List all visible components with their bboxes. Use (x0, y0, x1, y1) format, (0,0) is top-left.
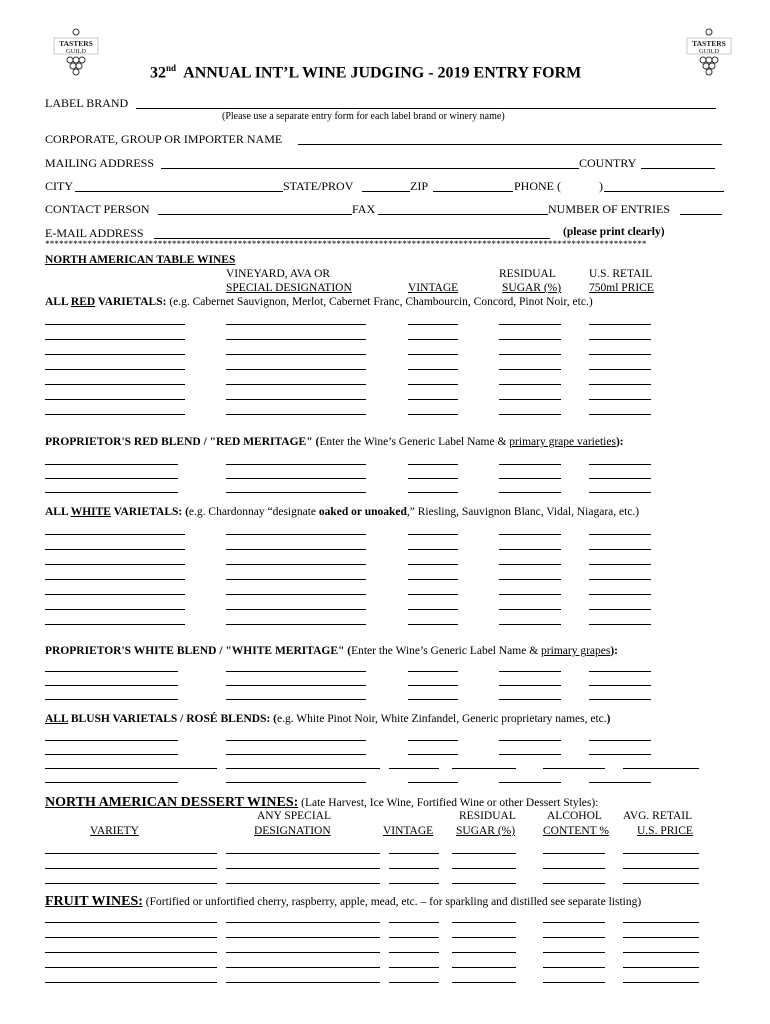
red-row-6-field-1[interactable] (45, 399, 185, 400)
red-row-4-field-2[interactable] (226, 369, 366, 370)
blush-last-row-1-field-3[interactable] (408, 782, 458, 783)
dessert-row-1-field-4[interactable] (452, 853, 516, 854)
blush-row-1-field-4[interactable] (499, 740, 561, 741)
red-blend-row-1-field-1[interactable] (45, 464, 178, 465)
dessert-col-vintage: VINTAGE (383, 825, 434, 837)
red-blend-row-2-field-4[interactable] (499, 478, 561, 479)
col-residual-1: RESIDUAL (499, 268, 556, 280)
fruit-row-3-field-5[interactable] (543, 952, 605, 953)
blush-row-2-field-4[interactable] (499, 754, 561, 755)
tasters-guild-logo-right (683, 26, 735, 78)
fax-field[interactable] (378, 214, 548, 215)
white-row-3-field-5[interactable] (589, 564, 651, 565)
blush-last-row-1-field-5[interactable] (589, 782, 651, 783)
fruit-row-1-field-2[interactable] (226, 922, 380, 923)
white-row-7-field-1[interactable] (45, 624, 185, 625)
red-blend-row-2-field-2[interactable] (226, 478, 366, 479)
red-blend-row-3-field-3[interactable] (408, 492, 458, 493)
fruit-row-3-field-1[interactable] (45, 952, 217, 953)
dessert-row-2-field-5[interactable] (543, 868, 605, 869)
dessert-row-3-field-5[interactable] (543, 883, 605, 884)
blush-extra-row-1-field-6[interactable] (623, 768, 699, 769)
phone-label: PHONE ( (514, 179, 561, 193)
red-row-6-field-5[interactable] (589, 399, 651, 400)
red-blend-row-2-field-1[interactable] (45, 478, 178, 479)
white-row-2-field-2[interactable] (226, 549, 366, 550)
fruit-row-4-field-1[interactable] (45, 967, 217, 968)
fruit-row-3-field-6[interactable] (623, 952, 699, 953)
fruit-row-3-field-3[interactable] (389, 952, 439, 953)
white-row-4-field-2[interactable] (226, 579, 366, 580)
country-label: COUNTRY (579, 156, 637, 170)
red-row-2-field-1[interactable] (45, 339, 185, 340)
col-price-2: 750ml PRICE (589, 282, 654, 294)
fruit-row-5-field-6[interactable] (623, 982, 699, 983)
fruit-row-4-field-5[interactable] (543, 967, 605, 968)
red-row-1-field-3[interactable] (408, 324, 458, 325)
red-row-4-field-1[interactable] (45, 369, 185, 370)
fruit-row-2-field-6[interactable] (623, 937, 699, 938)
white-blend-row-2-field-1[interactable] (45, 685, 178, 686)
fruit-row-4-field-4[interactable] (452, 967, 516, 968)
dessert-row-3-field-1[interactable] (45, 883, 217, 884)
fruit-row-1-field-5[interactable] (543, 922, 605, 923)
white-row-1-field-3[interactable] (408, 534, 458, 535)
svg-text:TASTERS: TASTERS (692, 39, 726, 48)
dessert-col-price-2: U.S. PRICE (637, 825, 693, 837)
grape-cluster-icon (683, 26, 735, 78)
grape-cluster-icon (50, 26, 102, 78)
dessert-row-2-field-1[interactable] (45, 868, 217, 869)
city-label: CITY (45, 179, 73, 193)
red-row-6-field-4[interactable] (499, 399, 561, 400)
fax-label: FAX (352, 202, 376, 216)
red-row-3-field-3[interactable] (408, 354, 458, 355)
blush-row-2-field-5[interactable] (589, 754, 651, 755)
fruit-row-4-field-2[interactable] (226, 967, 380, 968)
blush-row-1-field-5[interactable] (589, 740, 651, 741)
col-vineyard-1: VINEYARD, AVA OR (226, 268, 331, 280)
white-row-5-field-5[interactable] (589, 594, 651, 595)
white-row-2-field-5[interactable] (589, 549, 651, 550)
dessert-row-3-field-3[interactable] (389, 883, 439, 884)
number-of-entries-label: NUMBER OF ENTRIES (548, 202, 671, 216)
dessert-row-2-field-4[interactable] (452, 868, 516, 869)
zip-field[interactable] (433, 191, 513, 192)
fruit-row-4-field-3[interactable] (389, 967, 439, 968)
dessert-col-alcohol-2: CONTENT % (543, 825, 609, 837)
white-row-6-field-4[interactable] (499, 609, 561, 610)
white-blend-row-1-field-3[interactable] (408, 671, 458, 672)
red-row-5-field-1[interactable] (45, 384, 185, 385)
white-row-3-field-4[interactable] (499, 564, 561, 565)
white-row-2-field-4[interactable] (499, 549, 561, 550)
blush-row-1-field-1[interactable] (45, 740, 178, 741)
fruit-row-5-field-2[interactable] (226, 982, 380, 983)
red-row-1-field-1[interactable] (45, 324, 185, 325)
blush-extra-row-1-field-1[interactable] (45, 768, 217, 769)
red-blend-row-1-field-5[interactable] (589, 464, 651, 465)
blush-row-1-field-3[interactable] (408, 740, 458, 741)
fruit-row-5-field-1[interactable] (45, 982, 217, 983)
red-row-2-field-3[interactable] (408, 339, 458, 340)
white-row-4-field-1[interactable] (45, 579, 185, 580)
blush-row-1-field-2[interactable] (226, 740, 366, 741)
dessert-row-1-field-5[interactable] (543, 853, 605, 854)
form-title: 32nd ANNUAL INT’L WINE JUDGING - 2019 ENTRY FORM (150, 63, 582, 82)
white-blend-row-3-field-4[interactable] (499, 699, 561, 700)
red-row-7-field-4[interactable] (499, 414, 561, 415)
white-blend-row-1-field-1[interactable] (45, 671, 178, 672)
red-row-3-field-5[interactable] (589, 354, 651, 355)
white-blend-row-3-field-5[interactable] (589, 699, 651, 700)
fruit-row-5-field-4[interactable] (452, 982, 516, 983)
blush-row-2-field-1[interactable] (45, 754, 178, 755)
white-row-7-field-3[interactable] (408, 624, 458, 625)
dessert-row-1-field-6[interactable] (623, 853, 699, 854)
fruit-row-1-field-3[interactable] (389, 922, 439, 923)
white-blend-row-3-field-3[interactable] (408, 699, 458, 700)
red-row-1-field-4[interactable] (499, 324, 561, 325)
label-brand-note: (Please use a separate entry form for each label brand or winery name) (222, 111, 505, 122)
white-row-2-field-1[interactable] (45, 549, 185, 550)
red-row-6-field-3[interactable] (408, 399, 458, 400)
blush-heading: ALL BLUSH VARIETALS / ROSÉ BLENDS: (e.g. White Pinot Noir, White Zinfandel, Generic proprietary names, etc.) (45, 713, 611, 725)
white-row-7-field-4[interactable] (499, 624, 561, 625)
white-blend-row-1-field-5[interactable] (589, 671, 651, 672)
red-row-4-field-4[interactable] (499, 369, 561, 370)
red-row-7-field-2[interactable] (226, 414, 366, 415)
white-row-6-field-5[interactable] (589, 609, 651, 610)
na-table-wines-heading: NORTH AMERICAN TABLE WINES (45, 254, 236, 266)
blush-extra-row-1-field-3[interactable] (389, 768, 439, 769)
svg-text:GUILD: GUILD (65, 48, 87, 55)
blush-row-2-field-2[interactable] (226, 754, 366, 755)
blush-last-row-1-field-4[interactable] (499, 782, 561, 783)
red-row-2-field-2[interactable] (226, 339, 366, 340)
white-row-6-field-1[interactable] (45, 609, 185, 610)
dessert-row-1-field-3[interactable] (389, 853, 439, 854)
red-blend-row-2-field-3[interactable] (408, 478, 458, 479)
red-row-6-field-2[interactable] (226, 399, 366, 400)
white-row-4-field-5[interactable] (589, 579, 651, 580)
dessert-row-3-field-4[interactable] (452, 883, 516, 884)
col-vineyard-2: SPECIAL DESIGNATION (226, 282, 352, 294)
white-row-1-field-5[interactable] (589, 534, 651, 535)
white-row-7-field-2[interactable] (226, 624, 366, 625)
blush-last-row-1-field-1[interactable] (45, 782, 178, 783)
white-row-3-field-3[interactable] (408, 564, 458, 565)
white-row-6-field-2[interactable] (226, 609, 366, 610)
white-row-2-field-3[interactable] (408, 549, 458, 550)
city-field[interactable] (75, 191, 283, 192)
red-blend-row-3-field-2[interactable] (226, 492, 366, 493)
fruit-row-5-field-5[interactable] (543, 982, 605, 983)
red-row-2-field-5[interactable] (589, 339, 651, 340)
svg-text:TASTERS: TASTERS (59, 39, 93, 48)
red-row-3-field-1[interactable] (45, 354, 185, 355)
col-residual-2: SUGAR (%) (502, 282, 562, 294)
dessert-col-residual-1: RESIDUAL (459, 810, 516, 822)
white-blend-row-2-field-3[interactable] (408, 685, 458, 686)
fruit-row-5-field-3[interactable] (389, 982, 439, 983)
red-row-7-field-1[interactable] (45, 414, 185, 415)
svg-text:GUILD: GUILD (698, 48, 720, 55)
white-blend-heading: PROPRIETOR'S WHITE BLEND / "WHITE MERITAGE" (Enter the Wine’s Generic Label Name & primary grapes): (45, 645, 619, 657)
dessert-row-1-field-2[interactable] (226, 853, 380, 854)
white-row-7-field-5[interactable] (589, 624, 651, 625)
fruit-row-3-field-2[interactable] (226, 952, 380, 953)
label-brand-field[interactable] (136, 108, 716, 109)
dessert-col-designation-2: DESIGNATION (254, 825, 331, 837)
label-brand-label: LABEL BRAND (45, 96, 129, 110)
red-row-7-field-3[interactable] (408, 414, 458, 415)
dessert-row-3-field-2[interactable] (226, 883, 380, 884)
red-row-5-field-5[interactable] (589, 384, 651, 385)
country-field[interactable] (641, 168, 715, 169)
white-row-3-field-2[interactable] (226, 564, 366, 565)
fruit-row-1-field-1[interactable] (45, 922, 217, 923)
dessert-row-3-field-6[interactable] (623, 883, 699, 884)
phone-close: ) (599, 179, 603, 193)
red-blend-row-1-field-3[interactable] (408, 464, 458, 465)
red-row-2-field-4[interactable] (499, 339, 561, 340)
red-row-3-field-4[interactable] (499, 354, 561, 355)
state-label: STATE/PROV (283, 179, 354, 193)
email-label: E-MAIL ADDRESS (45, 226, 144, 240)
fruit-row-4-field-6[interactable] (623, 967, 699, 968)
dessert-row-2-field-2[interactable] (226, 868, 380, 869)
red-blend-row-1-field-2[interactable] (226, 464, 366, 465)
red-blend-row-3-field-5[interactable] (589, 492, 651, 493)
red-row-4-field-5[interactable] (589, 369, 651, 370)
corporate-label: CORPORATE, GROUP OR IMPORTER NAME (45, 132, 283, 146)
contact-person-label: CONTACT PERSON (45, 202, 150, 216)
white-row-5-field-3[interactable] (408, 594, 458, 595)
white-blend-row-2-field-5[interactable] (589, 685, 651, 686)
white-blend-row-1-field-2[interactable] (226, 671, 366, 672)
state-field[interactable] (362, 191, 410, 192)
red-row-1-field-5[interactable] (589, 324, 651, 325)
white-blend-row-2-field-4[interactable] (499, 685, 561, 686)
star-divider: ******************************************************************************************************************************** (45, 239, 647, 249)
white-row-5-field-1[interactable] (45, 594, 185, 595)
white-row-6-field-3[interactable] (408, 609, 458, 610)
red-row-1-field-2[interactable] (226, 324, 366, 325)
dessert-heading: NORTH AMERICAN DESSERT WINES: (Late Harvest, Ice Wine, Fortified Wine or other Dessert Styles): (45, 795, 599, 810)
blush-extra-row-1-field-2[interactable] (226, 768, 380, 769)
fruit-row-2-field-1[interactable] (45, 937, 217, 938)
mailing-address-label: MAILING ADDRESS (45, 156, 155, 170)
white-row-1-field-1[interactable] (45, 534, 185, 535)
white-row-4-field-4[interactable] (499, 579, 561, 580)
number-of-entries-field[interactable] (680, 214, 722, 215)
red-blend-row-1-field-4[interactable] (499, 464, 561, 465)
white-blend-row-1-field-4[interactable] (499, 671, 561, 672)
red-blend-row-3-field-1[interactable] (45, 492, 178, 493)
dessert-col-residual-2: SUGAR (%) (456, 825, 516, 837)
phone-field[interactable] (604, 191, 724, 192)
fruit-row-1-field-6[interactable] (623, 922, 699, 923)
white-row-1-field-2[interactable] (226, 534, 366, 535)
red-blend-row-3-field-4[interactable] (499, 492, 561, 493)
mailing-address-field[interactable] (161, 168, 579, 169)
fruit-row-1-field-4[interactable] (452, 922, 516, 923)
white-row-3-field-1[interactable] (45, 564, 185, 565)
white-blend-row-3-field-2[interactable] (226, 699, 366, 700)
red-blend-row-2-field-5[interactable] (589, 478, 651, 479)
blush-extra-row-1-field-4[interactable] (452, 768, 516, 769)
fruit-row-3-field-4[interactable] (452, 952, 516, 953)
zip-label: ZIP (410, 179, 428, 193)
white-row-1-field-4[interactable] (499, 534, 561, 535)
fruit-row-2-field-4[interactable] (452, 937, 516, 938)
dessert-row-2-field-3[interactable] (389, 868, 439, 869)
print-clearly-note: (please print clearly) (563, 226, 665, 238)
fruit-row-2-field-3[interactable] (389, 937, 439, 938)
fruit-row-2-field-5[interactable] (543, 937, 605, 938)
blush-extra-row-1-field-5[interactable] (543, 768, 605, 769)
white-blend-row-2-field-2[interactable] (226, 685, 366, 686)
dessert-row-1-field-1[interactable] (45, 853, 217, 854)
fruit-row-2-field-2[interactable] (226, 937, 380, 938)
red-row-7-field-5[interactable] (589, 414, 651, 415)
corporate-field[interactable] (298, 144, 722, 145)
red-row-4-field-3[interactable] (408, 369, 458, 370)
dessert-col-variety: VARIETY (90, 825, 139, 837)
fruit-heading: FRUIT WINES: (Fortified or unfortified cherry, raspberry, apple, mead, etc. – for sparkling and distilled see separate listing) (45, 894, 642, 909)
dessert-col-price-1: AVG. RETAIL (623, 810, 693, 822)
red-blend-heading: PROPRIETOR'S RED BLEND / "RED MERITAGE" (Enter the Wine’s Generic Label Name & primary grape varieties): (45, 436, 624, 448)
dessert-row-2-field-6[interactable] (623, 868, 699, 869)
red-varietals-heading: ALL RED VARIETALS: (e.g. Cabernet Sauvignon, Merlot, Cabernet Franc, Chambourcin, Concord, Pinot Noir, etc.) (45, 296, 593, 308)
white-blend-row-3-field-1[interactable] (45, 699, 178, 700)
white-row-4-field-3[interactable] (408, 579, 458, 580)
dessert-col-alcohol-1: ALCOHOL (547, 810, 602, 822)
white-row-5-field-4[interactable] (499, 594, 561, 595)
white-row-5-field-2[interactable] (226, 594, 366, 595)
blush-last-row-1-field-2[interactable] (226, 782, 366, 783)
blush-row-2-field-3[interactable] (408, 754, 458, 755)
white-varietals-heading: ALL WHITE VARIETALS: (e.g. Chardonnay “designate oaked or unoaked,” Riesling, Sauvignon Blanc, Vidal, Niagara, etc.) (45, 506, 640, 518)
dessert-col-designation-1: ANY SPECIAL (257, 810, 332, 822)
red-row-5-field-4[interactable] (499, 384, 561, 385)
contact-person-field[interactable] (158, 214, 352, 215)
col-price-1: U.S. RETAIL (589, 268, 653, 280)
tasters-guild-logo-left (50, 26, 102, 78)
red-row-5-field-2[interactable] (226, 384, 366, 385)
red-row-3-field-2[interactable] (226, 354, 366, 355)
red-row-5-field-3[interactable] (408, 384, 458, 385)
col-vintage: VINTAGE (408, 282, 459, 294)
